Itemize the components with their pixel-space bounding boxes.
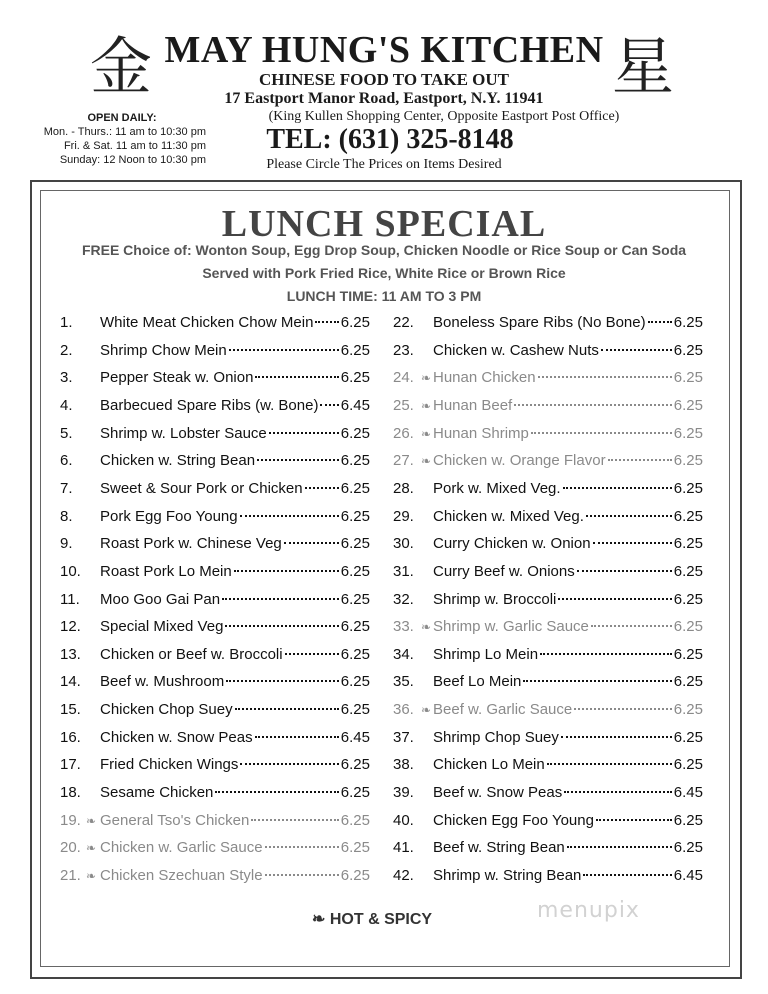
legend-text: HOT & SPICY bbox=[329, 911, 433, 928]
item-name: Chicken w. Mixed Veg. bbox=[433, 508, 584, 525]
menu-item[interactable] bbox=[60, 727, 370, 749]
menu-item[interactable] bbox=[60, 312, 370, 334]
menu-item[interactable] bbox=[60, 450, 370, 472]
item-price[interactable]: 6.25 bbox=[340, 480, 370, 497]
dot-leader bbox=[540, 653, 672, 655]
menu-item[interactable] bbox=[60, 671, 370, 693]
item-name: Chicken w. Snow Peas bbox=[100, 729, 253, 746]
dot-leader bbox=[251, 819, 338, 821]
item-price[interactable]: 6.25 bbox=[673, 563, 703, 580]
item-name: Hunan Shrimp bbox=[433, 425, 529, 442]
item-price[interactable]: 6.25 bbox=[673, 535, 703, 552]
dot-leader bbox=[234, 570, 339, 572]
menu-item[interactable] bbox=[393, 699, 703, 721]
menu-item[interactable] bbox=[60, 589, 370, 611]
item-price[interactable]: 6.25 bbox=[340, 756, 370, 773]
item-price[interactable]: 6.25 bbox=[673, 480, 703, 497]
item-number: 29. bbox=[393, 508, 414, 525]
item-name: Chicken Chop Suey bbox=[100, 701, 233, 718]
restaurant-name: MAY HUNG'S KITCHEN bbox=[164, 29, 604, 71]
dot-leader bbox=[531, 432, 672, 434]
item-number: 24. bbox=[393, 369, 414, 386]
item-name: Chicken Lo Mein bbox=[433, 756, 545, 773]
hot-spicy-icon: ❧ bbox=[421, 620, 432, 634]
dot-leader bbox=[596, 819, 672, 821]
menu-item[interactable] bbox=[60, 644, 370, 666]
menu-item[interactable] bbox=[393, 782, 703, 804]
opening-hours bbox=[22, 111, 222, 167]
item-name: Chicken w. Cashew Nuts bbox=[433, 342, 599, 359]
dot-leader bbox=[240, 515, 339, 517]
item-price[interactable]: 6.25 bbox=[340, 425, 370, 442]
dot-leader bbox=[586, 515, 672, 517]
item-number: 23. bbox=[393, 342, 414, 359]
item-name: Moo Goo Gai Pan bbox=[100, 591, 221, 608]
menu-item[interactable] bbox=[393, 367, 703, 389]
item-number: 12. bbox=[60, 618, 81, 635]
item-price[interactable]: 6.25 bbox=[673, 646, 703, 663]
item-number: 32. bbox=[393, 591, 414, 608]
menu-item[interactable] bbox=[60, 754, 370, 776]
item-price[interactable]: 6.25 bbox=[340, 342, 370, 359]
item-name: Fried Chicken Wings bbox=[100, 756, 239, 773]
free-choice-note: FREE Choice of: Wonton Soup, Egg Drop Soup, Chicken Noodle or Rice Soup or Can Soda bbox=[81, 242, 687, 258]
item-number: 15. bbox=[60, 701, 81, 718]
menu-item[interactable] bbox=[60, 340, 370, 362]
hot-spicy-icon: ❧ bbox=[86, 814, 97, 828]
lunch-time-note: LUNCH TIME: 11 AM TO 3 PM bbox=[286, 288, 482, 304]
dot-leader bbox=[558, 598, 671, 600]
item-number: 16. bbox=[60, 729, 81, 746]
item-price[interactable]: 6.25 bbox=[340, 508, 370, 525]
item-number: 19. bbox=[60, 812, 81, 829]
hours-line: Mon. - Thurs.: 11 am to 10:30 pm bbox=[43, 126, 206, 138]
dot-leader bbox=[215, 791, 338, 793]
menu-item[interactable] bbox=[393, 450, 703, 472]
item-price[interactable]: 6.25 bbox=[340, 701, 370, 718]
item-price[interactable]: 6.25 bbox=[673, 618, 703, 635]
hot-spicy-icon: ❧ bbox=[421, 454, 432, 468]
item-number: 4. bbox=[60, 397, 73, 414]
hours-title: OPEN DAILY: bbox=[87, 112, 157, 124]
item-number: 8. bbox=[60, 508, 73, 525]
dot-leader bbox=[222, 598, 339, 600]
menu-item[interactable] bbox=[393, 644, 703, 666]
menu-item[interactable] bbox=[393, 727, 703, 749]
item-name: Shrimp Chow Mein bbox=[100, 342, 227, 359]
item-number: 31. bbox=[393, 563, 414, 580]
item-number: 14. bbox=[60, 673, 81, 690]
item-name: Pork w. Mixed Veg. bbox=[433, 480, 561, 497]
hours-line: Sunday: 12 Noon to 10:30 pm bbox=[59, 154, 206, 166]
hot-spicy-icon: ❧ bbox=[86, 869, 97, 883]
menu-item[interactable] bbox=[60, 395, 370, 417]
phone-number: TEL: (631) 325-8148 bbox=[266, 124, 514, 155]
item-price[interactable]: 6.25 bbox=[340, 673, 370, 690]
menu-item[interactable] bbox=[60, 616, 370, 638]
item-price[interactable]: 6.25 bbox=[673, 508, 703, 525]
item-name: Chicken or Beef w. Broccoli bbox=[100, 646, 283, 663]
menu-item[interactable] bbox=[393, 533, 703, 555]
menu-item[interactable] bbox=[393, 561, 703, 583]
address: 17 Eastport Manor Road, Eastport, N.Y. 11941 bbox=[224, 90, 544, 107]
item-price[interactable]: 6.45 bbox=[673, 867, 703, 884]
item-name: White Meat Chicken Chow Mein bbox=[100, 314, 314, 331]
item-number: 20. bbox=[60, 839, 81, 856]
item-name: Shrimp w. String Bean bbox=[433, 867, 582, 884]
hot-spicy-legend bbox=[312, 909, 432, 929]
item-name: Shrimp Lo Mein bbox=[433, 646, 539, 663]
served-with-note: Served with Pork Fried Rice, White Rice or Brown Rice bbox=[202, 265, 566, 281]
item-price[interactable]: 6.25 bbox=[340, 591, 370, 608]
chinese-character-star: 星 bbox=[612, 30, 675, 103]
subtitle: CHINESE FOOD TO TAKE OUT bbox=[258, 70, 510, 89]
item-price[interactable]: 6.25 bbox=[340, 867, 370, 884]
item-name: Beef w. String Bean bbox=[433, 839, 565, 856]
dot-leader bbox=[593, 542, 672, 544]
item-price[interactable]: 6.25 bbox=[673, 452, 703, 469]
dot-leader bbox=[229, 349, 339, 351]
item-price[interactable]: 6.25 bbox=[340, 314, 370, 331]
item-name: Special Mixed Veg bbox=[100, 618, 224, 635]
item-price[interactable]: 6.25 bbox=[340, 452, 370, 469]
circle-prices-note: Please Circle The Prices on Items Desired bbox=[266, 157, 502, 172]
dot-leader bbox=[255, 736, 339, 738]
hot-spicy-icon: ❧ bbox=[86, 841, 97, 855]
item-price[interactable]: 6.25 bbox=[340, 369, 370, 386]
item-name: Hunan Beef bbox=[433, 397, 513, 414]
dot-leader bbox=[240, 763, 338, 765]
item-name: Chicken w. String Bean bbox=[100, 452, 256, 469]
item-name: Chicken Szechuan Style bbox=[100, 867, 263, 884]
hours-line: Fri. & Sat. 11 am to 11:30 pm bbox=[63, 140, 206, 152]
item-name: Chicken w. Orange Flavor bbox=[433, 452, 606, 469]
menu-item[interactable] bbox=[393, 616, 703, 638]
dot-leader bbox=[538, 376, 672, 378]
menu-item[interactable] bbox=[393, 312, 703, 334]
item-number: 36. bbox=[393, 701, 414, 718]
item-number: 25. bbox=[393, 397, 414, 414]
item-name: Curry Chicken w. Onion bbox=[433, 535, 591, 552]
location-note: (King Kullen Shopping Center, Opposite Eastport Post Office) bbox=[268, 109, 620, 124]
menu-item[interactable] bbox=[393, 810, 703, 832]
item-number: 39. bbox=[393, 784, 414, 801]
item-price[interactable]: 6.25 bbox=[340, 563, 370, 580]
dot-leader bbox=[265, 874, 339, 876]
menu-item[interactable] bbox=[60, 478, 370, 500]
hot-spicy-icon: ❧ bbox=[421, 703, 432, 717]
dot-leader bbox=[547, 763, 672, 765]
item-number: 13. bbox=[60, 646, 81, 663]
item-number: 42. bbox=[393, 867, 414, 884]
dot-leader bbox=[235, 708, 339, 710]
item-price[interactable]: 6.25 bbox=[673, 812, 703, 829]
chinese-character-gold: 金 bbox=[90, 30, 153, 103]
item-name: Sesame Chicken bbox=[100, 784, 214, 801]
item-name: Shrimp w. Garlic Sauce bbox=[433, 618, 589, 635]
item-price[interactable]: 6.25 bbox=[673, 369, 703, 386]
dot-leader bbox=[226, 680, 339, 682]
item-price[interactable]: 6.25 bbox=[340, 535, 370, 552]
dot-leader bbox=[255, 376, 338, 378]
dot-leader bbox=[523, 680, 671, 682]
item-number: 41. bbox=[393, 839, 414, 856]
item-number: 7. bbox=[60, 480, 73, 497]
hot-spicy-icon: ❧ bbox=[421, 399, 432, 413]
item-number: 21. bbox=[60, 867, 81, 884]
item-number: 10. bbox=[60, 563, 81, 580]
item-name: Roast Pork Lo Mein bbox=[100, 563, 232, 580]
item-number: 30. bbox=[393, 535, 414, 552]
item-name: Pork Egg Foo Young bbox=[100, 508, 238, 525]
menu-item[interactable] bbox=[60, 865, 370, 887]
item-price[interactable]: 6.25 bbox=[673, 756, 703, 773]
menu-item[interactable] bbox=[60, 506, 370, 528]
dot-leader bbox=[591, 625, 672, 627]
item-number: 5. bbox=[60, 425, 73, 442]
menu-item[interactable] bbox=[60, 561, 370, 583]
item-name: Curry Beef w. Onions bbox=[433, 563, 575, 580]
item-price[interactable]: 6.25 bbox=[673, 397, 703, 414]
item-number: 9. bbox=[60, 535, 73, 552]
pepper-icon: ❧ bbox=[312, 911, 326, 928]
item-price[interactable]: 6.25 bbox=[673, 591, 703, 608]
item-name: Chicken Egg Foo Young bbox=[433, 812, 594, 829]
item-name: Roast Pork w. Chinese Veg bbox=[100, 535, 282, 552]
lunch-special-title: LUNCH SPECIAL bbox=[221, 203, 547, 245]
item-number: 34. bbox=[393, 646, 414, 663]
item-price[interactable]: 6.25 bbox=[340, 618, 370, 635]
item-name: Beef w. Snow Peas bbox=[433, 784, 563, 801]
item-number: 11. bbox=[60, 591, 80, 608]
item-name: General Tso's Chicken bbox=[100, 812, 250, 829]
dot-leader bbox=[561, 736, 672, 738]
menu-item[interactable] bbox=[60, 423, 370, 445]
item-name: Barbecued Spare Ribs (w. Bone) bbox=[100, 397, 319, 414]
item-number: 3. bbox=[60, 369, 73, 386]
dot-leader bbox=[315, 321, 338, 323]
menu-item[interactable] bbox=[393, 395, 703, 417]
menu-item[interactable] bbox=[60, 782, 370, 804]
dot-leader bbox=[577, 570, 672, 572]
menu-item[interactable] bbox=[393, 478, 703, 500]
menu-item[interactable] bbox=[393, 506, 703, 528]
item-price[interactable]: 6.25 bbox=[673, 425, 703, 442]
menu-item[interactable] bbox=[393, 837, 703, 859]
menu-item[interactable] bbox=[393, 671, 703, 693]
dot-leader bbox=[265, 846, 339, 848]
menu-item[interactable] bbox=[60, 699, 370, 721]
hot-spicy-icon: ❧ bbox=[421, 371, 432, 385]
dot-leader bbox=[583, 874, 671, 876]
item-name: Shrimp w. Broccoli bbox=[433, 591, 557, 608]
item-price[interactable]: 6.25 bbox=[673, 729, 703, 746]
dot-leader bbox=[320, 404, 338, 406]
item-number: 35. bbox=[393, 673, 414, 690]
item-price[interactable]: 6.45 bbox=[340, 729, 370, 746]
dot-leader bbox=[305, 487, 339, 489]
item-price[interactable]: 6.25 bbox=[340, 784, 370, 801]
dot-leader bbox=[574, 708, 672, 710]
menu-item[interactable] bbox=[393, 589, 703, 611]
menu-item[interactable] bbox=[393, 423, 703, 445]
item-name: Hunan Chicken bbox=[433, 369, 536, 386]
item-number: 22. bbox=[393, 314, 414, 331]
item-name: Shrimp w. Lobster Sauce bbox=[100, 425, 267, 442]
item-name: Beef Lo Mein bbox=[433, 673, 522, 690]
item-price[interactable]: 6.25 bbox=[340, 812, 370, 829]
menu-item[interactable] bbox=[393, 754, 703, 776]
item-number: 37. bbox=[393, 729, 414, 746]
item-number: 33. bbox=[393, 618, 414, 635]
item-number: 27. bbox=[393, 452, 414, 469]
dot-leader bbox=[601, 349, 672, 351]
item-number: 26. bbox=[393, 425, 414, 442]
menu-item[interactable] bbox=[60, 367, 370, 389]
dot-leader bbox=[648, 321, 672, 323]
item-number: 2. bbox=[60, 342, 73, 359]
dot-leader bbox=[269, 432, 339, 434]
item-name: Beef w. Garlic Sauce bbox=[433, 701, 573, 718]
item-number: 1. bbox=[60, 314, 73, 331]
dot-leader bbox=[514, 404, 672, 406]
item-price[interactable]: 6.25 bbox=[673, 342, 703, 359]
item-name: Chicken w. Garlic Sauce bbox=[100, 839, 263, 856]
item-price[interactable]: 6.25 bbox=[673, 673, 703, 690]
menu-item[interactable] bbox=[60, 837, 370, 859]
dot-leader bbox=[567, 846, 672, 848]
item-number: 6. bbox=[60, 452, 73, 469]
item-price[interactable]: 6.25 bbox=[673, 314, 703, 331]
dot-leader bbox=[257, 459, 339, 461]
menu-item[interactable] bbox=[393, 865, 703, 887]
dot-leader bbox=[284, 542, 339, 544]
menu-item[interactable] bbox=[60, 533, 370, 555]
item-price[interactable]: 6.25 bbox=[673, 701, 703, 718]
item-number: 28. bbox=[393, 480, 414, 497]
item-price[interactable]: 6.25 bbox=[340, 646, 370, 663]
item-price[interactable]: 6.45 bbox=[673, 784, 703, 801]
item-number: 38. bbox=[393, 756, 414, 773]
item-number: 40. bbox=[393, 812, 414, 829]
dot-leader bbox=[564, 791, 672, 793]
item-name: Boneless Spare Ribs (No Bone) bbox=[433, 314, 646, 331]
item-number: 18. bbox=[60, 784, 81, 801]
dot-leader bbox=[608, 459, 672, 461]
dot-leader bbox=[563, 487, 672, 489]
watermark: menupix bbox=[537, 898, 640, 923]
item-name: Sweet & Sour Pork or Chicken bbox=[100, 480, 303, 497]
item-price[interactable]: 6.25 bbox=[673, 839, 703, 856]
dot-leader bbox=[225, 625, 338, 627]
menu-item[interactable] bbox=[60, 810, 370, 832]
item-number: 17. bbox=[60, 756, 81, 773]
item-name: Shrimp Chop Suey bbox=[433, 729, 559, 746]
item-price[interactable]: 6.45 bbox=[340, 397, 370, 414]
menu-item[interactable] bbox=[393, 340, 703, 362]
item-name: Pepper Steak w. Onion bbox=[100, 369, 254, 386]
item-price[interactable]: 6.25 bbox=[340, 839, 370, 856]
dot-leader bbox=[285, 653, 339, 655]
hot-spicy-icon: ❧ bbox=[421, 427, 432, 441]
item-name: Beef w. Mushroom bbox=[100, 673, 225, 690]
